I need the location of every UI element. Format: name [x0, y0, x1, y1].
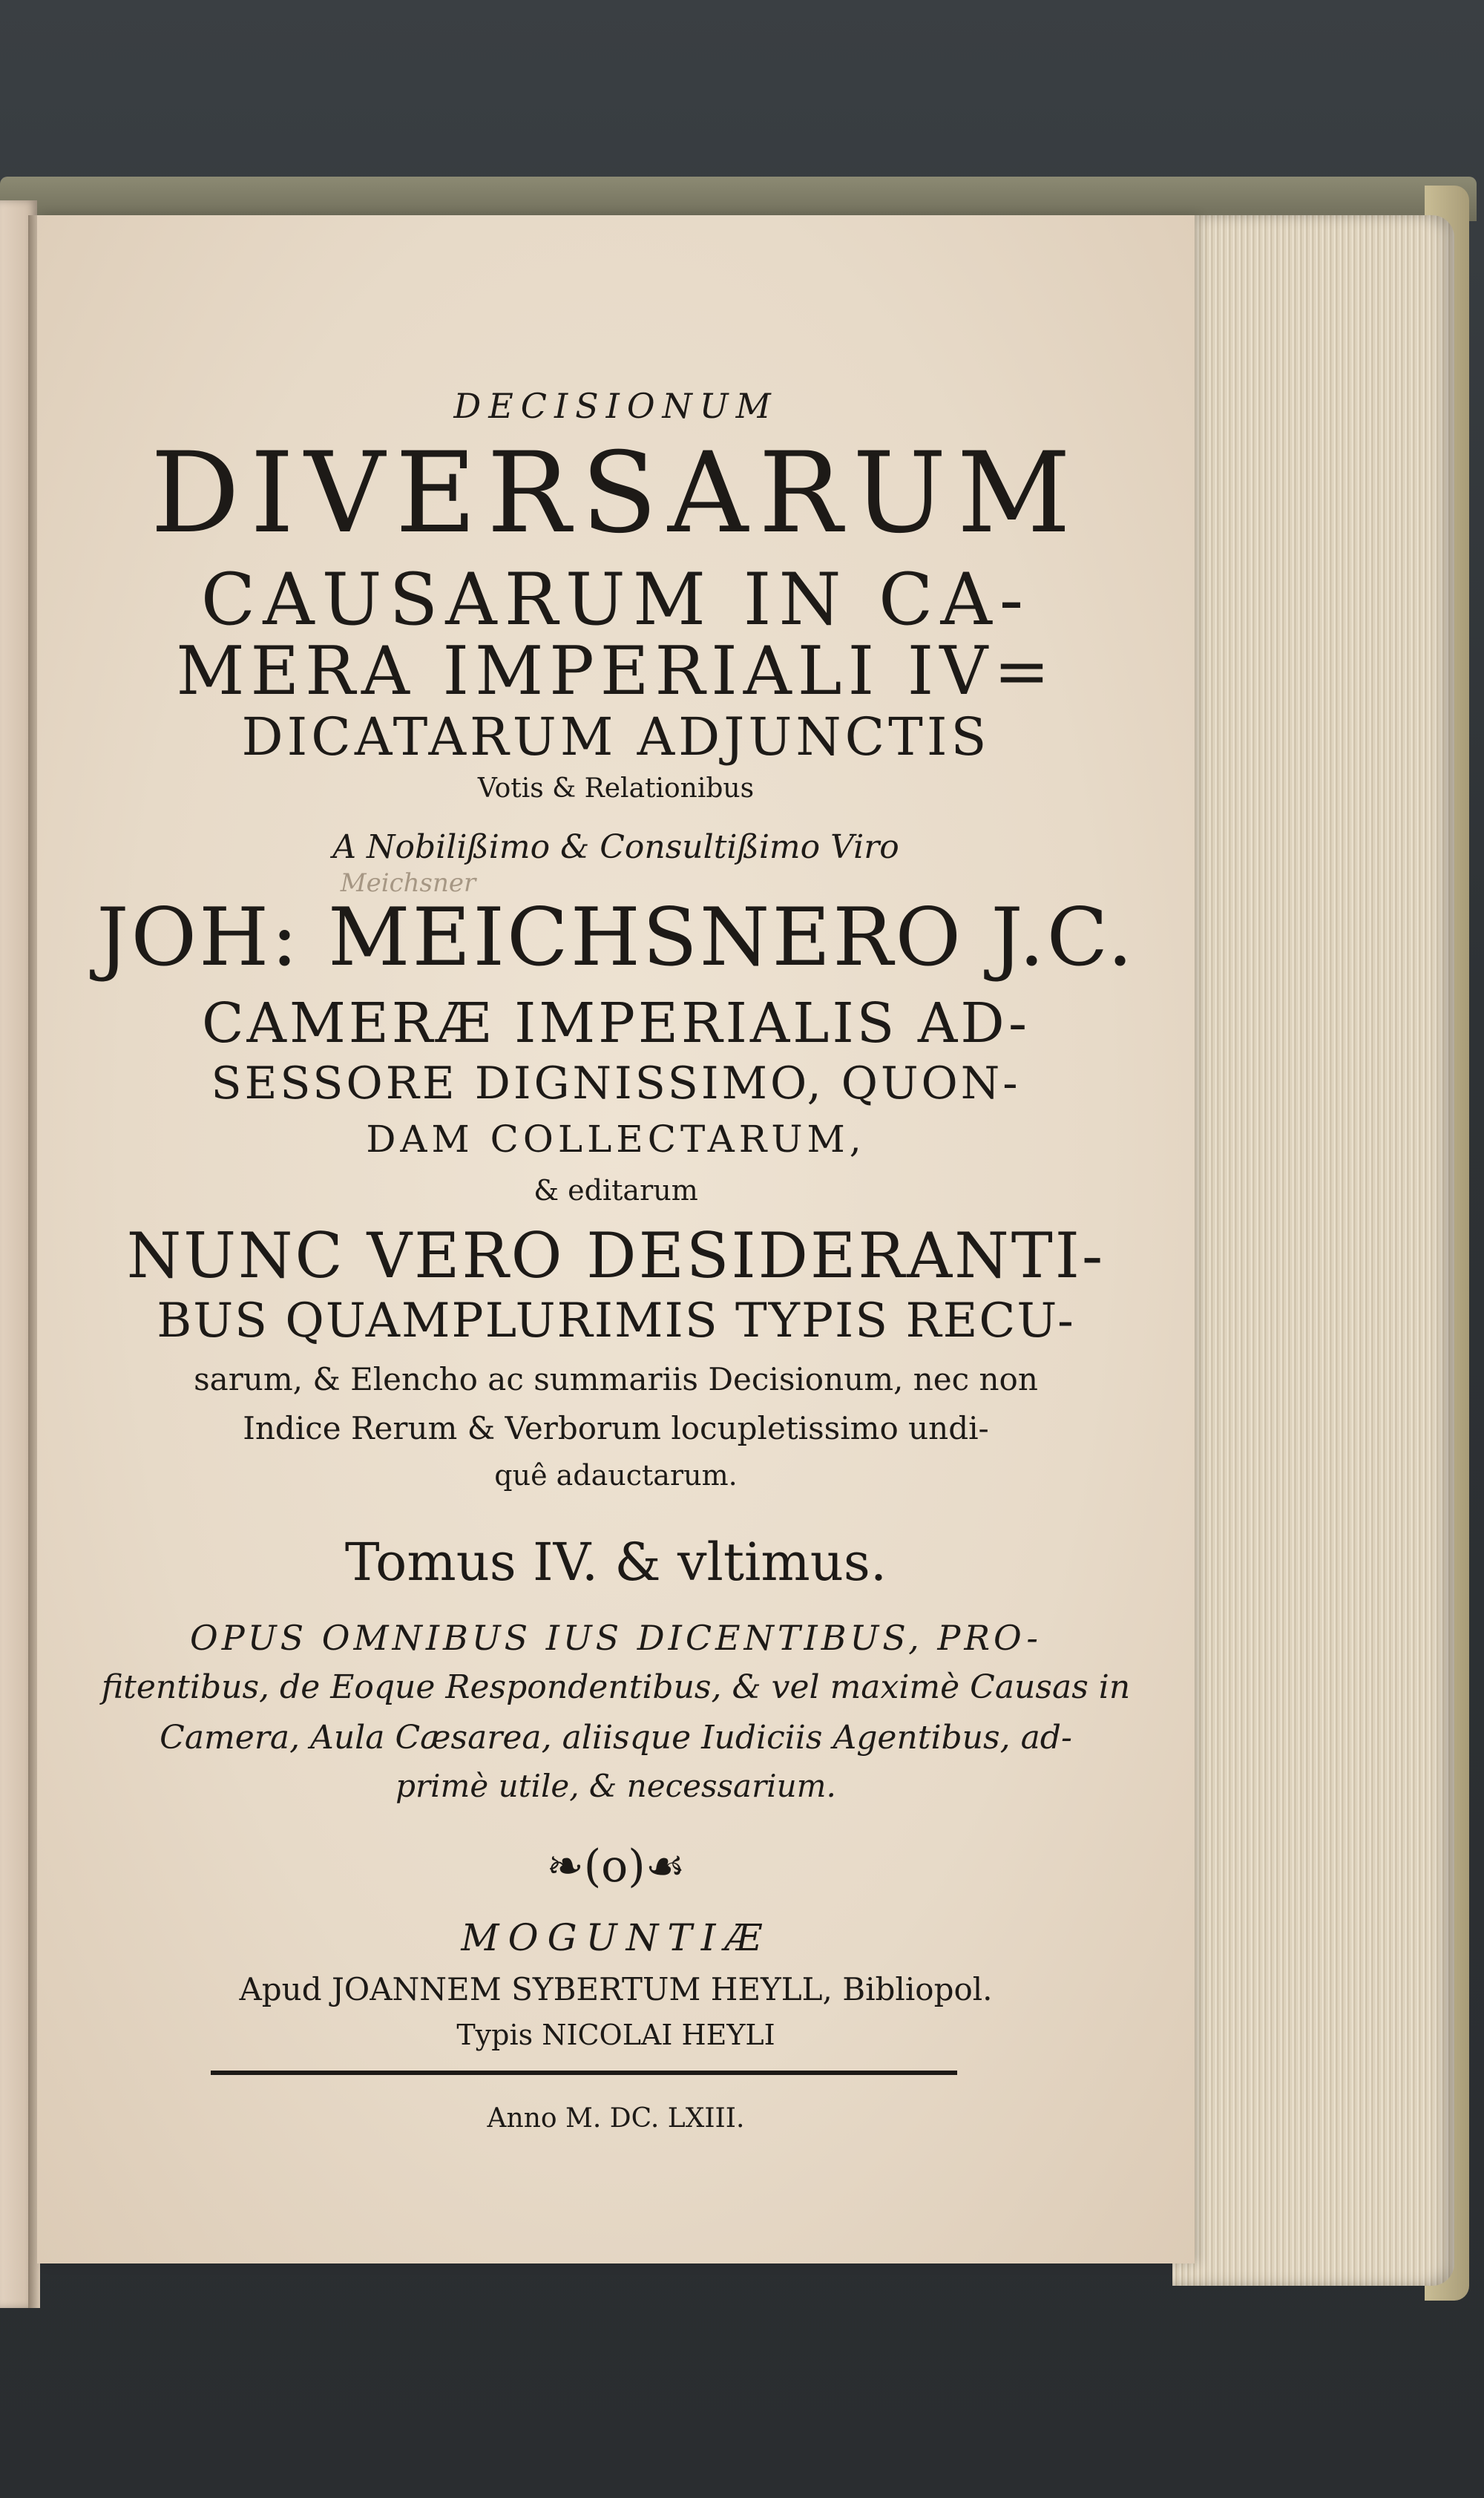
title-page: [37, 215, 1195, 2263]
elencho-line: sarum, & Elencho ac summariis Decisionum, nec non: [194, 1361, 1038, 1397]
imprint-place: MOGUNTIÆ: [461, 1916, 771, 1959]
title-decisionum: DECISIONUM: [453, 386, 778, 426]
opus-line: OPUS OMNIBUS IUS DICENTIBUS, PRO-: [190, 1618, 1042, 1658]
title-dicatarum: DICATARUM ADJUNCTIS: [241, 707, 991, 767]
title-causarum: CAUSARUM IN CA-: [200, 558, 1031, 641]
nunc-vero-line: NUNC VERO DESIDERANTI-: [126, 1219, 1106, 1292]
imprint-publisher: Apud JOANNEM SYBERTUM HEYLL, Bibliopol.: [239, 1971, 993, 2007]
volume-label: Tomus IV. & vltimus.: [344, 1532, 887, 1593]
author-name: JOH: MEICHSNERO J.C.: [96, 891, 1135, 984]
author-title-camerae: CAMERÆ IMPERIALIS AD-: [201, 991, 1031, 1055]
fitentibus-line: fitentibus, de Eoque Respondentibus, & vel maximè Causas in: [101, 1668, 1131, 1706]
camera-line: Camera, Aula Cæsarea, aliisque Iudiciis Agentibus, ad-: [160, 1719, 1072, 1757]
printer-ornament: ❧(o)☙: [546, 1840, 686, 1892]
subtitle-votis: Votis & Relationibus: [477, 773, 755, 804]
editarum-line: & editarum: [533, 1174, 698, 1207]
author-title-sessore: SESSORE DIGNISSIMO, QUON-: [211, 1058, 1021, 1109]
adauctarum-line: quê adauctarum.: [494, 1459, 738, 1492]
imprint-printer: Typis NICOLAI HEYLI: [456, 2019, 775, 2051]
title-mera: MERA IMPERIALI IV=: [176, 632, 1056, 710]
imprint-year: Anno M. DC. LXIII.: [487, 2103, 745, 2134]
prime-utile-line: primè utile, & necessarium.: [395, 1768, 836, 1804]
author-intro: A Nobilißimo & Consultißimo Viro: [332, 828, 899, 866]
title-diversarum: DIVERSARUM: [150, 429, 1082, 558]
indice-line: Indice Rerum & Verborum locupletissimo undi-: [243, 1410, 989, 1446]
page-block-edges: [1172, 215, 1454, 2286]
horizontal-rule: [211, 2071, 957, 2075]
quamplurimis-line: BUS QUAMPLURIMIS TYPIS RECU-: [157, 1294, 1075, 1348]
author-title-dam: DAM COLLECTARUM,: [366, 1118, 866, 1161]
book-top-cover: [0, 177, 1477, 221]
handwritten-annotation: Meichsner: [340, 868, 476, 898]
